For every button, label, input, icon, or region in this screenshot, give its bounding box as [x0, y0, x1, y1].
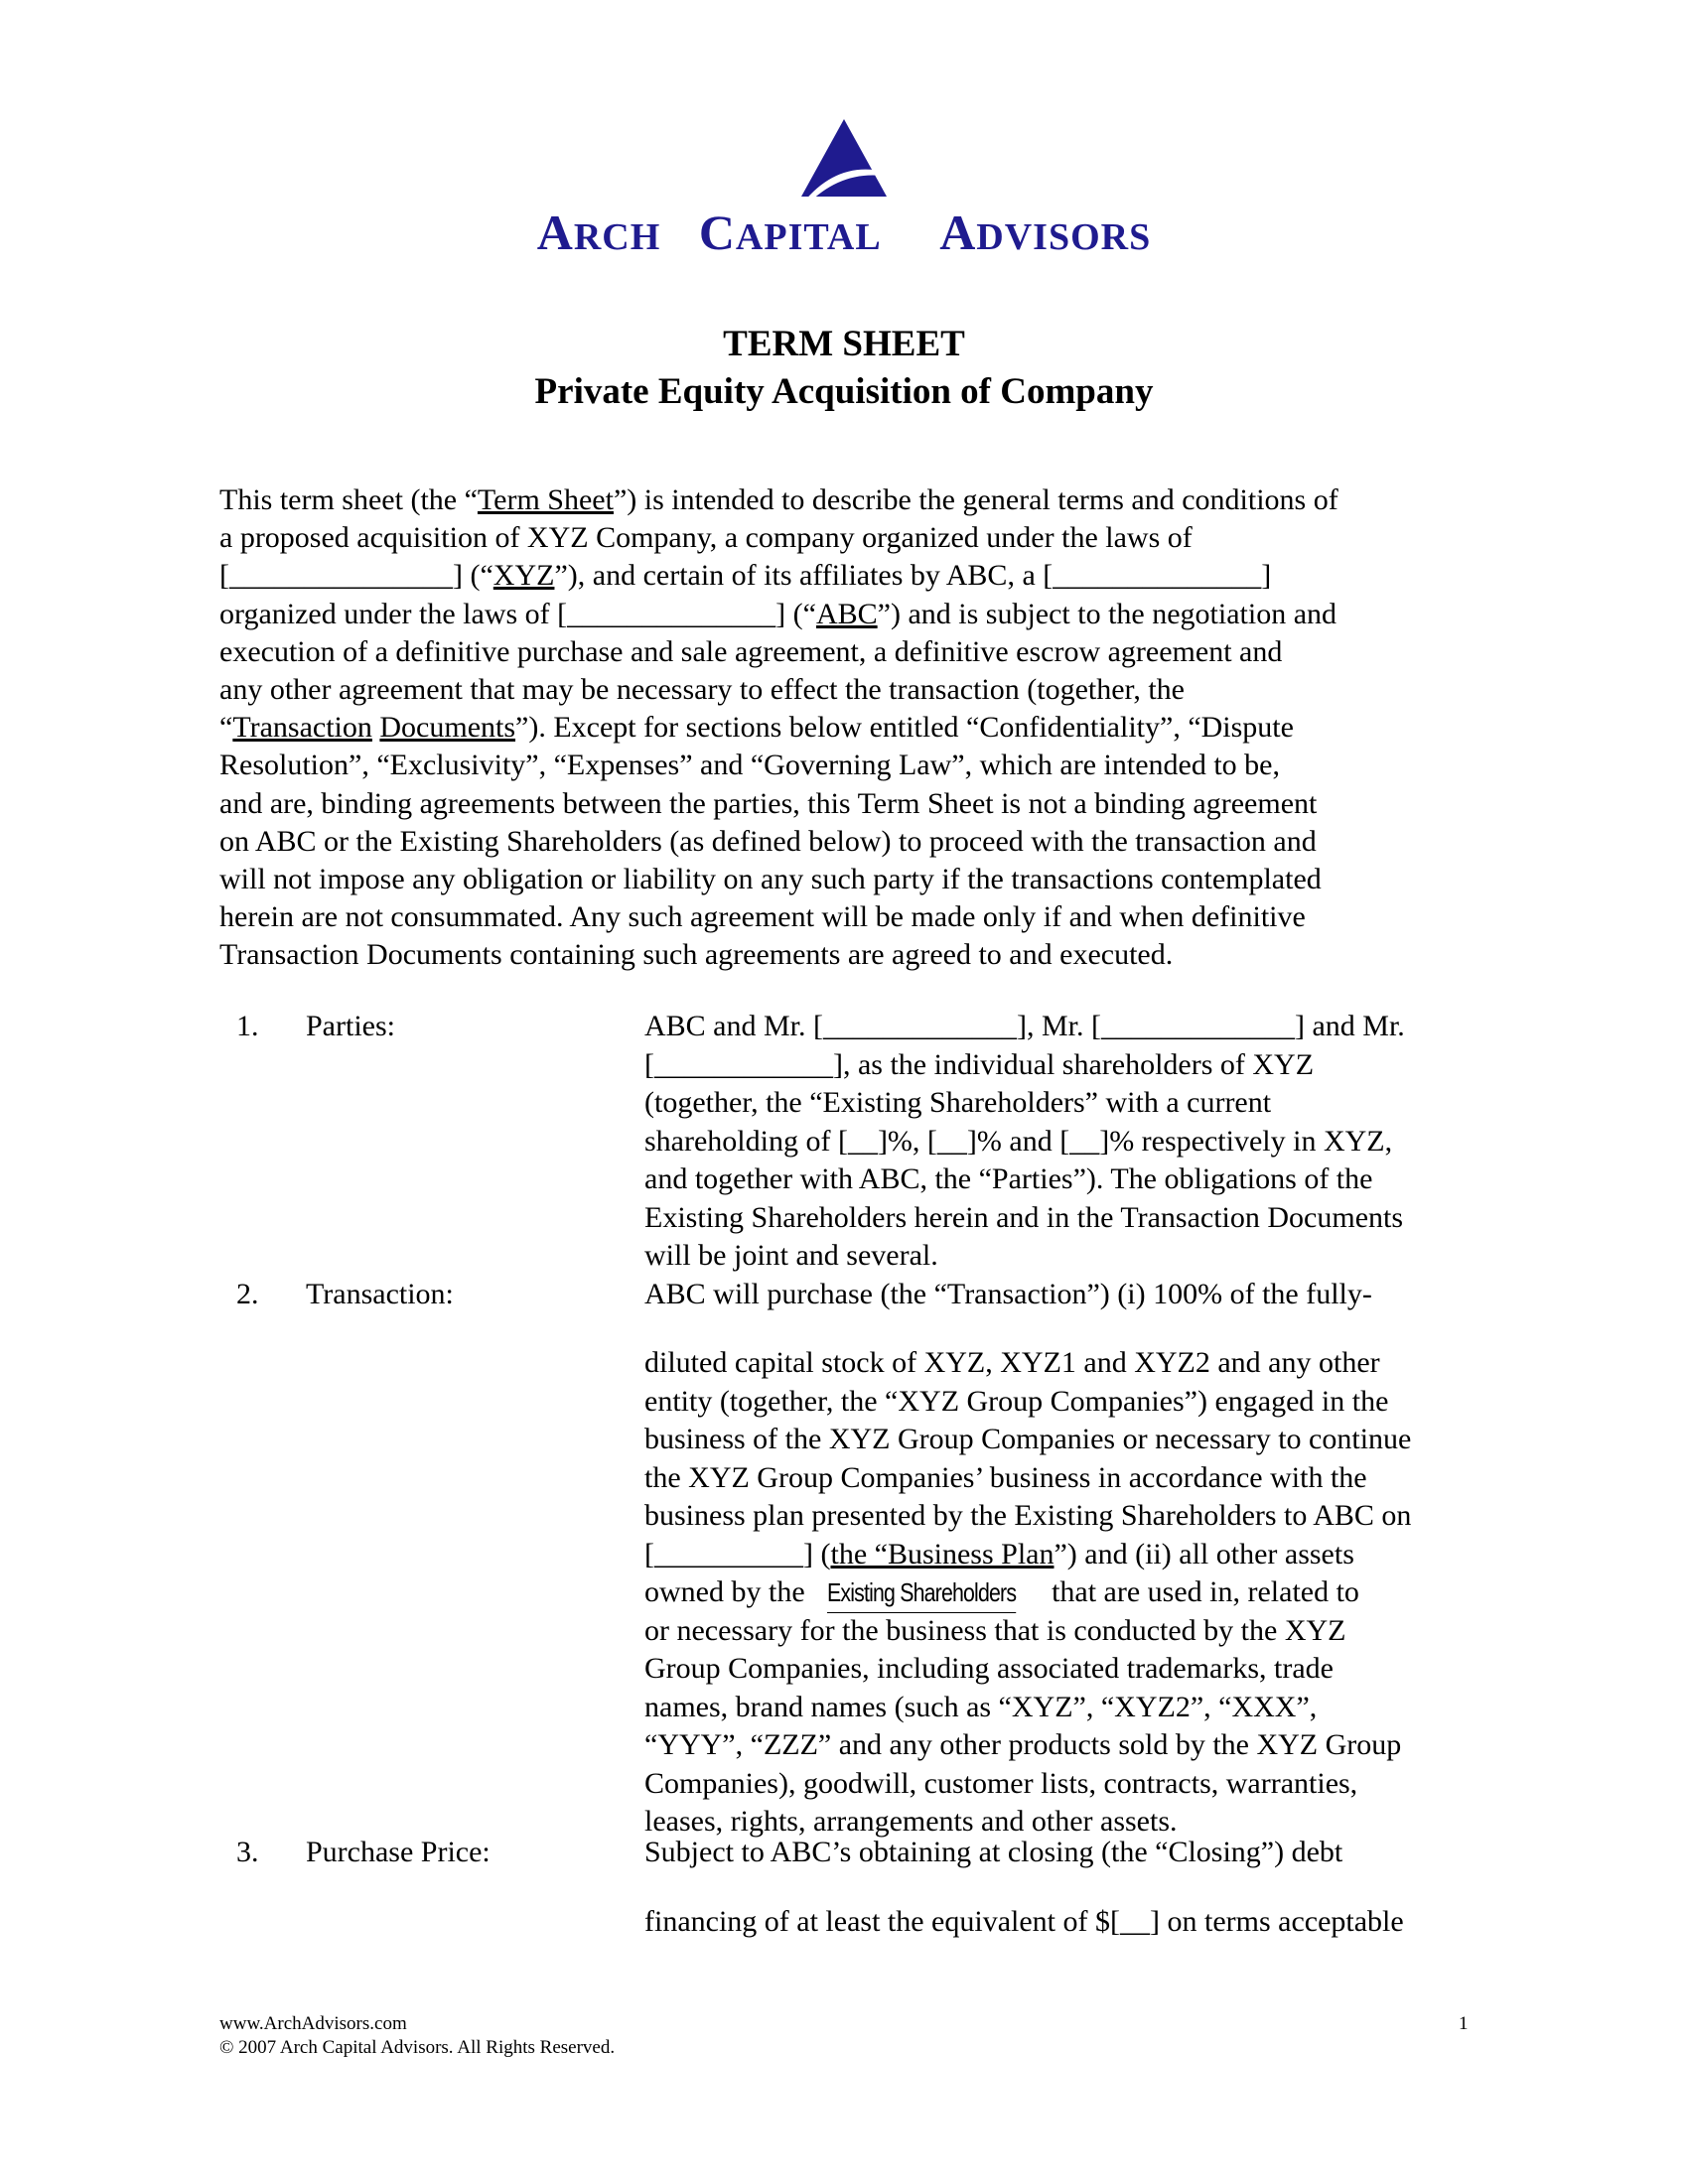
section-1-number: 1.: [236, 1010, 259, 1042]
existing-shareholders-inserted-text: Existing Shareholders: [827, 1573, 1016, 1613]
section-2-label: Transaction:: [306, 1278, 454, 1310]
company-logo: [0, 117, 1688, 206]
xyz-defined-term: XYZ: [492, 559, 555, 593]
triangle-logo-icon: [799, 117, 889, 206]
term-sheet-defined-term: Term Sheet: [477, 483, 614, 516]
section-1-body: ABC and Mr. [_____________], Mr. [_____________] and Mr. [____________], as the individual shareholders of XYZ (together, the “Existing Shareholders” with a current shareholding of [__]%, [__]% and [__]% respectively in XYZ, and together with ABC, the “Parties”). The obligations of the Existing Shareholders herein and in the Transaction Documents will be joint and several.: [644, 1010, 1405, 1272]
section-2-number: 2.: [236, 1278, 259, 1310]
section-2-body: diluted capital stock of XYZ, XYZ1 and XYZ2 and any other entity (together, the “XYZ Group Companies”) engaged in the business of the XYZ Group Companies or necessary to continue the XYZ Group Companies’ business in accordance with the business plan presented by the Existing Shareholders to ABC on [__________] (the “Business Plan”) and (ii) all other assets owned by the Existing Shareholders that are used in, related to or necessary for the business that is conducted by the XYZ Group Companies, including associated trademarks, trade names, brand names (such as “XYZ”, “XYZ2”, “XXX”, “YYY”, “ZZZ” and any other products sold by the XYZ Group Companies), goodwill, customer lists, contracts, warranties, leases, rights, arrangements and other assets.: [644, 1346, 1412, 1838]
section-3-label: Purchase Price:: [306, 1836, 491, 1868]
page-number: 1: [1459, 2013, 1469, 2034]
section-3-number: 3.: [236, 1836, 259, 1868]
footer-copyright: © 2007 Arch Capital Advisors. All Rights Reserved.: [219, 2037, 616, 2058]
document-subtitle: Private Equity Acquisition of Company: [534, 371, 1154, 412]
company-name: ARCH CAPITAL ADVISORS: [536, 205, 1152, 260]
section-3-second-line: financing of at least the equivalent of $[__] on terms acceptable: [644, 1905, 1404, 1938]
intro-paragraph: This term sheet (the “Term Sheet”) is intended to describe the general terms and conditions of a proposed acquisition of XYZ Company, a company organized under the laws of [_______________] (“XYZ”), and certain of its affiliates by ABC, a [______________] organized under the laws of [______________] (“ABC”) and is subject to the negotiation and execution of a definitive purchase and sale agreement, a definitive escrow agreement and any other agreement that may be necessary to effect the transaction (together, the “Transaction Documents”). Except for sections below entitled “Confidentiality”, “Dispute Resolution”, “Exclusivity”, “Expenses” and “Governing Law”, which are intended to be, and are, binding agreements between the parties, this Term Sheet is not a binding agreement on ABC or the Existing Shareholders (as defined below) to proceed with the transaction and will not impose any obligation or liability on any such party if the transactions contemplated herein are not consummated. Any such agreement will be made only if and when definitive Transaction Documents containing such agreements are agreed to and executed.: [219, 483, 1338, 972]
footer-website: www.ArchAdvisors.com: [219, 2013, 407, 2034]
abc-defined-term: ABC: [815, 597, 878, 630]
business-plan-defined-term: the “Business Plan: [830, 1537, 1055, 1570]
document-title: TERM SHEET: [723, 324, 965, 364]
section-2-first-line: ABC will purchase (the “Transaction”) (i) 100% of the fully-: [644, 1278, 1372, 1310]
section-3-first-line: Subject to ABC’s obtaining at closing (the “Closing”) debt: [644, 1836, 1343, 1868]
section-1-label: Parties:: [306, 1010, 395, 1042]
